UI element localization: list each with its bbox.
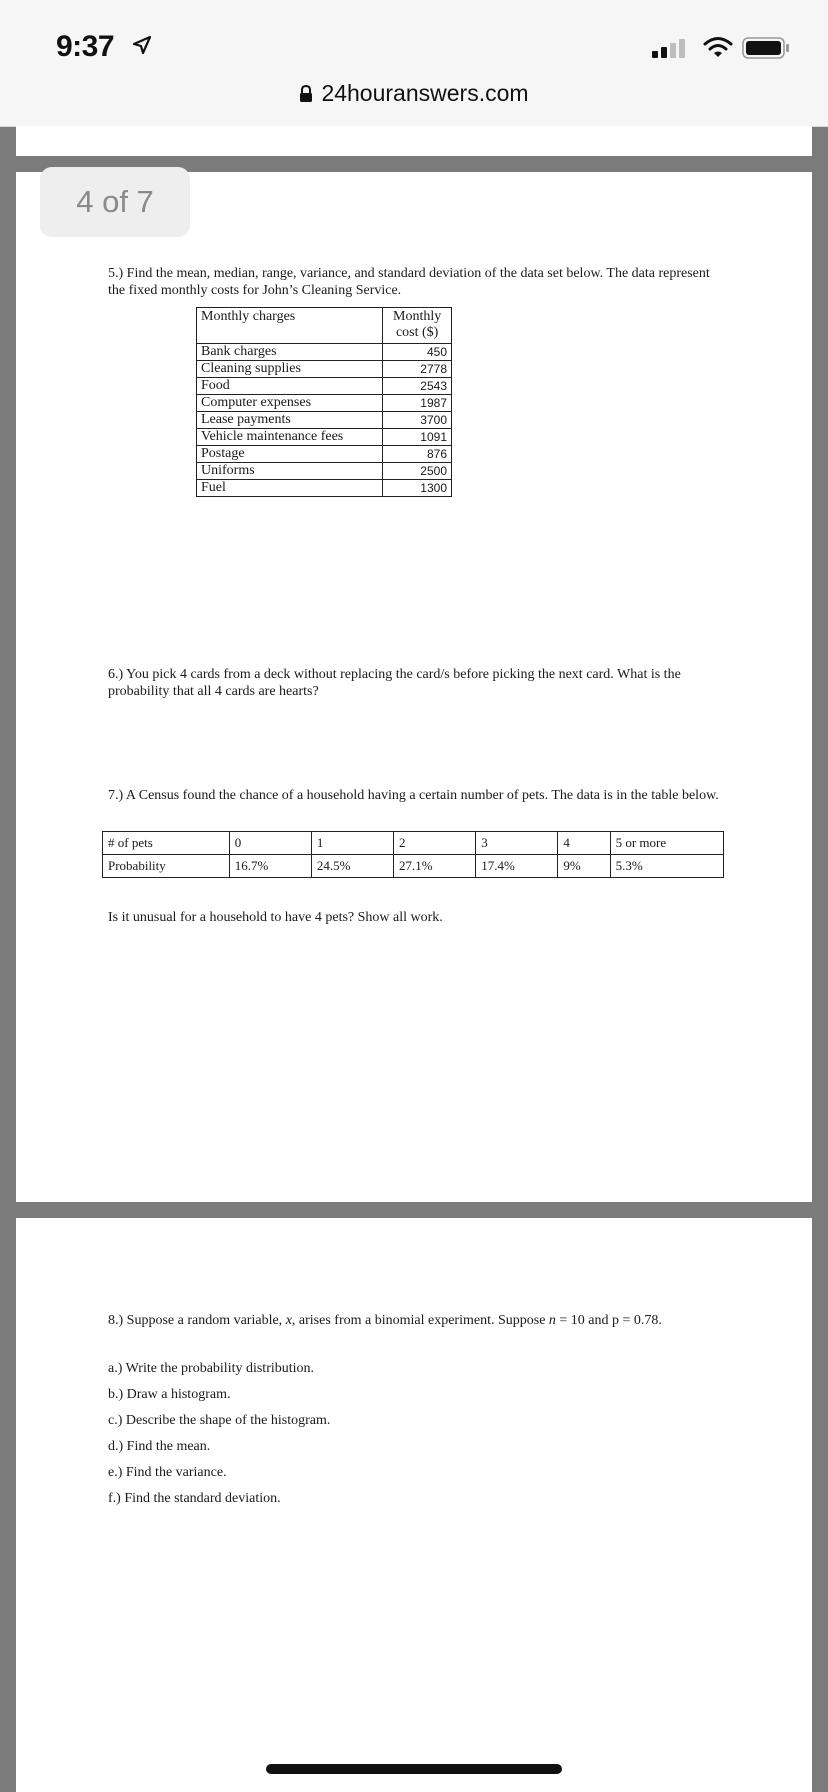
table-row <box>197 395 452 412</box>
table-cell: 5 or more <box>610 832 723 855</box>
q8-part-b: b.) Draw a histogram. <box>108 1387 231 1402</box>
q8-part-e: e.) Find the variance. <box>108 1465 227 1480</box>
table-cell: 4 <box>558 832 610 855</box>
document-page-5 <box>16 1218 812 1792</box>
page-indicator: 4 of 7 <box>40 167 190 237</box>
row-label: Computer expenses <box>197 395 383 412</box>
table-row <box>197 429 452 446</box>
header-monthly-charges: Monthly charges <box>197 308 383 344</box>
table-row <box>197 412 452 429</box>
header-monthly-cost: Monthly cost ($) <box>383 308 452 344</box>
row-label: Vehicle maintenance fees <box>197 429 383 446</box>
table-cell: # of pets <box>103 832 230 855</box>
table-row <box>197 446 452 463</box>
row-value: 3700 <box>383 412 452 429</box>
table-row <box>197 344 452 361</box>
table-row <box>197 480 452 497</box>
q8-text-end: = 10 and p = 0.78. <box>555 1313 662 1328</box>
cellular-signal-icon <box>652 38 690 58</box>
question-5: 5.) Find the mean, median, range, variance, and standard deviation of the data set below. The data represent the fixed monthly costs for John’s Cleaning Service. <box>108 266 710 298</box>
row-value: 2500 <box>383 463 452 480</box>
table-row <box>197 361 452 378</box>
home-indicator[interactable] <box>266 1764 562 1774</box>
q8-text-mid: , arises from a binomial experiment. Suppose <box>291 1313 549 1328</box>
row-value: 1987 <box>383 395 452 412</box>
row-label: Fuel <box>197 480 383 497</box>
row-label: Bank charges <box>197 344 383 361</box>
q8-part-a: a.) Write the probability distribution. <box>108 1361 315 1376</box>
question-6: 6.) You pick 4 cards from a deck without replacing the card/s before picking the next card. What is the probability that all 4 cards are hearts? <box>108 667 681 699</box>
q8-part-d: d.) Find the mean. <box>108 1439 211 1454</box>
table-cell: 2 <box>394 832 476 855</box>
q8-text-prefix: 8.) Suppose a random variable, <box>108 1313 286 1328</box>
row-value: 1091 <box>383 429 452 446</box>
url-text: 24houranswers.com <box>321 80 529 106</box>
location-arrow-icon <box>132 35 152 55</box>
question-7: 7.) A Census found the chance of a household having a certain number of pets. The data is in the table below. <box>108 788 719 803</box>
row-label: Postage <box>197 446 383 463</box>
table-row <box>197 463 452 480</box>
monthly-costs-table <box>196 307 452 497</box>
question-8 <box>108 1312 738 1329</box>
question-7-followup: Is it unusual for a household to have 4 pets? Show all work. <box>108 910 443 925</box>
row-value: 2543 <box>383 378 452 395</box>
table-row <box>103 855 724 878</box>
wifi-icon <box>703 36 733 58</box>
row-value: 876 <box>383 446 452 463</box>
address-bar[interactable] <box>0 80 828 110</box>
table-cell: 3 <box>476 832 558 855</box>
battery-icon <box>742 37 790 59</box>
q8-var-n: n <box>548 1313 556 1328</box>
q8-part-f: f.) Find the standard deviation. <box>108 1491 281 1506</box>
table-header-row <box>197 308 452 344</box>
row-value: 450 <box>383 344 452 361</box>
table-row <box>103 832 724 855</box>
lock-icon <box>299 85 313 103</box>
row-label: Uniforms <box>197 463 383 480</box>
table-cell: 16.7% <box>229 855 311 878</box>
table-cell: 17.4% <box>476 855 558 878</box>
table-row <box>197 378 452 395</box>
q8-part-c: c.) Describe the shape of the histogram. <box>108 1413 331 1428</box>
status-time: 9:37 <box>56 30 115 63</box>
previous-page-bottom <box>16 126 812 156</box>
table-cell: 27.1% <box>394 855 476 878</box>
table-cell: 1 <box>311 832 393 855</box>
browser-chrome <box>0 0 828 127</box>
table-cell: Probability <box>103 855 230 878</box>
table-cell: 9% <box>558 855 610 878</box>
table-cell: 0 <box>229 832 311 855</box>
row-label: Lease payments <box>197 412 383 429</box>
q8-var-x: x <box>285 1313 292 1328</box>
row-label: Food <box>197 378 383 395</box>
row-value: 1300 <box>383 480 452 497</box>
document-page-4 <box>16 172 812 1202</box>
row-label: Cleaning supplies <box>197 361 383 378</box>
row-value: 2778 <box>383 361 452 378</box>
pets-probability-table <box>102 831 724 878</box>
table-cell: 24.5% <box>311 855 393 878</box>
table-cell: 5.3% <box>610 855 723 878</box>
